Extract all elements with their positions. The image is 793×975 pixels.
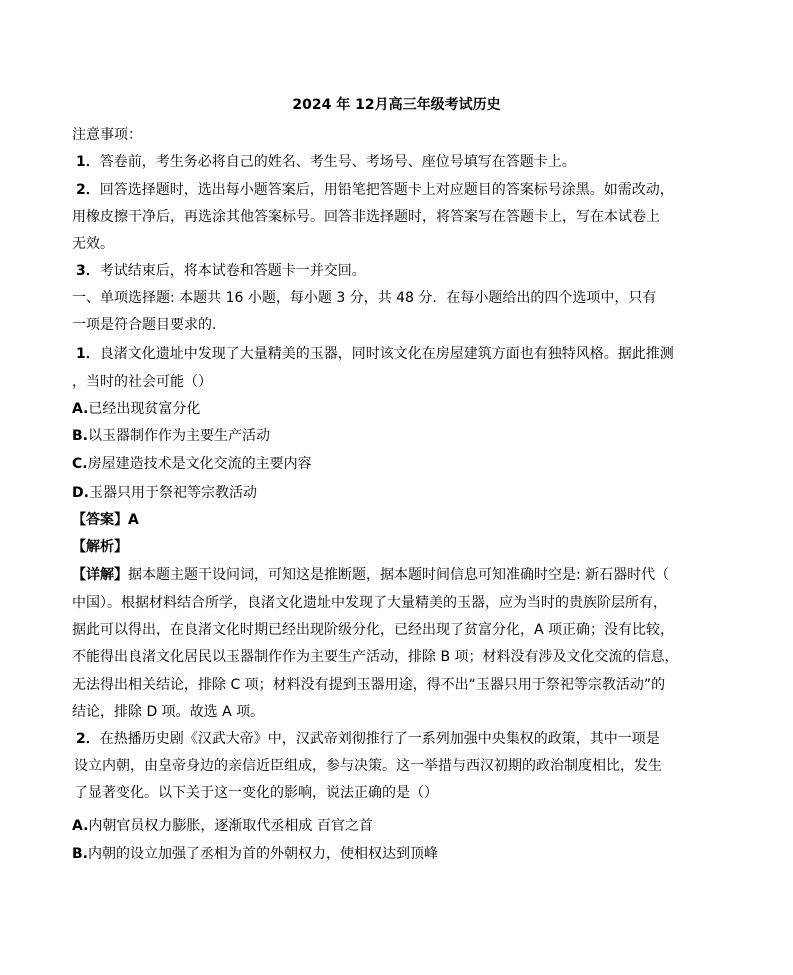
question-1-detail-line-1	[72, 566, 669, 584]
section-heading: 一、单项选择题: 本题共 16 小题，每小题 3 分，共 48 分．在每小题给出的四个选项中，只有	[72, 290, 657, 306]
notice-item-text: 考试结束后，将本试卷和答题卡一并交回。	[99, 263, 366, 279]
option-key: C.	[72, 456, 88, 472]
option-text: 房屋建造技术是文化交流的主要内容	[87, 456, 312, 472]
option-text: 内朝官员权力膨胀，逐渐取代丞相成 百官之首	[88, 818, 373, 834]
option-key: A.	[72, 818, 89, 834]
answer-value: A	[128, 512, 139, 528]
question-2-stem-cont-2: 了显著变化。以下关于这一变化的影响，说法正确的是（）	[74, 785, 438, 801]
question-number: 2．	[76, 731, 100, 747]
notice-item-2-cont-2: 无效。	[72, 236, 114, 252]
notice-item-1	[76, 153, 576, 171]
question-text: 良渚文化遗址中发现了大量精美的玉器，同时该文化在房屋建筑方面也有独特风格。据此推测	[99, 346, 674, 362]
question-1-option-a	[72, 400, 200, 418]
question-1-detail-line-4: 不能得出良渚文化居民以玉器制作作为主要生产活动，排除 B 项；材料没有涉及文化交流的信息，	[72, 649, 679, 665]
question-1-analysis-label	[72, 538, 128, 556]
question-1-detail-line-5: 无法得出相关结论，排除 C 项；材料没有提到玉器用途，得不出“玉器只用于祭祀等宗教活动”的	[72, 677, 666, 693]
notice-item-text: 答卷前，考生务必将自己的姓名、考生号、考场号、座位号填写在答题卡上。	[99, 154, 576, 170]
analysis-label: 【解析】	[72, 539, 128, 555]
page-title: 2024 年 12月高三年级考试历史	[292, 97, 501, 113]
question-1-detail-line-6: 结论，排除 D 项。故选 A 项。	[72, 704, 265, 720]
option-key: D.	[72, 485, 89, 501]
detail-label: 【详解】	[72, 567, 128, 583]
question-1-option-d	[72, 484, 257, 502]
question-1-option-c	[72, 455, 312, 473]
question-2-option-b	[72, 845, 438, 863]
question-2-stem-cont-1: 设立内朝，由皇帝身边的亲信近臣组成，参与决策。这一举措与西汉初期的政治制度相比，发生	[74, 758, 662, 774]
option-text: 玉器只用于祭祀等宗教活动	[88, 485, 257, 501]
section-heading-cont: 一项是符合题目要求的.	[72, 317, 217, 333]
question-1-stem-cont: ，当时的社会可能（）	[72, 374, 212, 390]
question-1-detail-line-2: 中国）。根据材料结合所学，良渚文化遗址中发现了大量精美的玉器，应为当时的贵族阶层所有，	[72, 595, 667, 611]
notice-item-3	[76, 262, 366, 280]
option-key: B.	[72, 428, 88, 444]
question-number: 1．	[76, 346, 100, 362]
notice-item-number: 3．	[76, 263, 100, 279]
answer-label: 【答案】	[72, 512, 128, 528]
notice-item-number: 1．	[76, 154, 100, 170]
detail-text: 据本题主题干设问词，可知这是推断题，据本题时间信息可知准确时空是: 新石器时代（	[128, 567, 670, 583]
option-text: 已经出现贫富分化	[88, 401, 201, 417]
notice-item-text: 回答选择题时，选出每小题答案后，用铅笔把答题卡上对应题目的答案标号涂黑。如需改动，	[99, 182, 674, 198]
question-text: 在热播历史剧《汉武大帝》中，汉武帝刘彻推行了一系列加强中央集权的政策，其中一项是	[99, 731, 660, 747]
notice-item-2-cont-1: 用橡皮擦干净后，再选涂其他答案标号。回答非选择题时，将答案写在答题卡上，写在本试卷上	[72, 209, 660, 225]
notice-heading: 注意事项：	[72, 127, 142, 143]
question-1-option-b	[72, 427, 270, 445]
question-2-option-a	[72, 817, 373, 835]
question-1-stem	[76, 345, 674, 363]
notice-item-2	[76, 181, 674, 199]
option-text: 以玉器制作作为主要生产活动	[88, 428, 270, 444]
question-2-stem	[76, 730, 660, 748]
option-key: A.	[72, 401, 89, 417]
option-key: B.	[72, 846, 88, 862]
question-1-detail-line-3: 据此可以得出，在良渚文化时期已经出现阶级分化，已经出现了贫富分化，A 项正确；没有比较，	[72, 622, 675, 638]
notice-item-number: 2．	[76, 182, 100, 198]
option-text: 内朝的设立加强了丞相为首的外朝权力，使相权达到顶峰	[88, 846, 438, 862]
question-1-answer	[72, 511, 139, 529]
